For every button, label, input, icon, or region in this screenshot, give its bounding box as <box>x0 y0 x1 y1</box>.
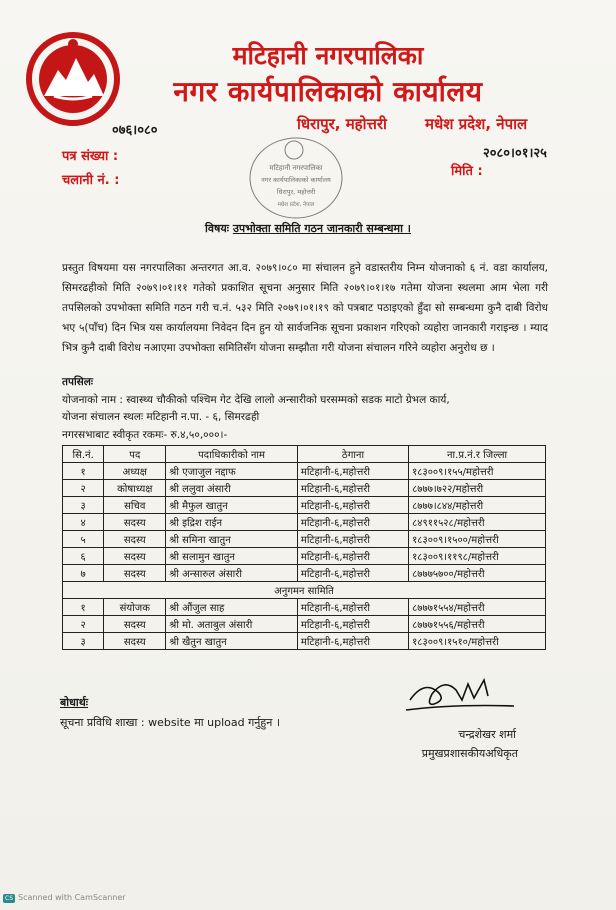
signer-name: चन्द्रशेखर शर्मा <box>458 728 516 741</box>
table-row <box>63 616 546 633</box>
cell-address: मटिहानी-६,महोत्तरी <box>297 531 408 548</box>
project-name: योजनाको नाम : स्वास्थ्य चौकीको पश्चिम गेट देखि लालो अन्सारीको घरसम्मको सडक माटो ग्रेभल कार्य, <box>62 394 450 406</box>
approved-amount: नगरसभाबाट स्वीकृत रकमः- रु.४,५०,०००।- <box>62 429 228 441</box>
col-name: पदाधिकारीको नाम <box>166 446 298 463</box>
cell-name: श्री अन्सारुल अंसारी <box>166 565 298 582</box>
bodhartha-label: बोधार्थः <box>60 696 88 709</box>
letter-date: २०८०।०१।२५ <box>483 146 547 161</box>
cell-name: श्री सलामुन खातुन <box>166 548 298 565</box>
monitoring-title-row <box>63 582 546 599</box>
table-row <box>63 548 546 565</box>
cell-sn: १ <box>63 463 104 480</box>
cell-post: सदस्य <box>104 531 166 548</box>
cell-post: सदस्य <box>104 565 166 582</box>
camscanner-text: Scanned with CamScanner <box>18 893 126 902</box>
cell-name: श्री इद्रिश राईन <box>166 514 298 531</box>
cell-citizenship: १८३००९।११९८/महोत्तरी <box>409 548 546 565</box>
cell-address: मटिहानी-६,महोत्तरी <box>297 616 408 633</box>
signature <box>404 670 520 716</box>
col-citizenship: ना.प्र.नं.र जिल्ला <box>409 446 546 463</box>
cell-sn: २ <box>63 616 104 633</box>
cell-citizenship: ८७७७५७००/महोत्तरी <box>409 565 546 582</box>
cell-citizenship: ८७७७१५५६/महोत्तरी <box>409 616 546 633</box>
cell-address: मटिहानी-६,महोत्तरी <box>297 497 408 514</box>
cell-sn: ७ <box>63 565 104 582</box>
cell-name: श्री ललुवा अंसारी <box>166 480 298 497</box>
cell-address: मटिहानी-६,महोत्तरी <box>297 548 408 565</box>
cell-citizenship: १८३००९।१५५/महोत्तरी <box>409 463 546 480</box>
table-row <box>63 531 546 548</box>
body-paragraph: प्रस्तुत विषयमा यस नगरपालिका अन्तरगत आ.व. २०७९।०८० मा संचालन हुने वडास्तरीय निम्न योजनाको ६ नं. वडा कार्यालय, सिमरढहीको मिति २०७९।०१।११ गतेको प्रकाशित सूचना अनुसार मिति २०७९।०१।१७ गतेमा योजना स्थलमा आम भेला गरी तपसिलको उपभोक्ता समिति गठन गरी च.नं. ५३२ मिति २०७९।०१।१९ को पत्रबाट पठाइएको हुँदा सो सम्बन्धमा कुनै दाबी विरोध भए ५(पाँच) दिन भित्र यस कार्यालयमा निवेदन दिन हुन यो सार्वजनिक सूचना प्रकाशन गरिएको व्यहोरा जानकारी गराइन्छ । म्याद भित्र कुनै दाबी विरोध नआएमा उपभोक्ता समितिसँग योजना सम्झौता गरी योजना संचालन गरिने व्यहोरा अनुरोध छ । <box>62 262 548 354</box>
cell-address: मटिहानी-६,महोत्तरी <box>297 480 408 497</box>
cell-sn: ५ <box>63 531 104 548</box>
stamp-line-2: नगर कार्यपालिकाको कार्यालय <box>261 176 331 184</box>
subject-line <box>0 221 616 236</box>
cell-name: श्री मो. अताबुल अंसारी <box>166 616 298 633</box>
cell-citizenship: ८७७७।७२२/महोत्तरी <box>409 480 546 497</box>
cell-sn: २ <box>63 480 104 497</box>
cell-name: श्री समिना खातुन <box>166 531 298 548</box>
stamp-line-3: धिरापुर, महोत्तरी <box>276 188 316 196</box>
date-label: मिति : <box>451 164 483 179</box>
cell-citizenship: १८३००९।१५००/महोत्तरी <box>409 531 546 548</box>
province: मधेश प्रदेश, नेपाल <box>425 115 528 133</box>
office-name: नगर कार्यपालिकाको कार्यालय <box>173 75 483 108</box>
col-post: पद <box>104 446 166 463</box>
signer-title: प्रमुखप्रशासकीयअधिकृत <box>421 747 518 760</box>
stamp-line-4: मधेश प्रदेश, नेपाल <box>277 202 315 208</box>
cell-citizenship: ८४९११५२८/महोत्तरी <box>409 514 546 531</box>
project-location: योजना संचालन स्थलः मटिहानी न.पा. - ६, सिमरढही <box>62 411 260 423</box>
cell-name: श्री एजाजुल नद्दाफ <box>166 463 298 480</box>
letter-number-label: पत्र संख्या : <box>62 149 119 164</box>
table-row <box>63 633 546 650</box>
subject-prefix: विषयः <box>205 222 229 235</box>
cell-post: सदस्य <box>104 633 166 650</box>
cell-post: सदस्य <box>104 514 166 531</box>
col-address: ठेगाना <box>297 446 408 463</box>
cell-name: श्री खैतुन खातुन <box>166 633 298 650</box>
stamp-line-1: मटिहानी नगरपालिका <box>269 164 323 172</box>
camscanner-logo-icon: CS <box>5 895 13 902</box>
cell-post: सदस्य <box>104 616 166 633</box>
table-row <box>63 514 546 531</box>
cell-sn: ६ <box>63 548 104 565</box>
cell-address: मटिहानी-६,महोत्तरी <box>297 514 408 531</box>
cell-address: मटिहानी-६,महोत्तरी <box>297 599 408 616</box>
cell-post: कोषाध्यक्ष <box>104 480 166 497</box>
cell-address: मटिहानी-६,महोत्तरी <box>297 565 408 582</box>
cell-citizenship: ८७७७।८४४/महोत्तरी <box>409 497 546 514</box>
table-row <box>63 565 546 582</box>
cell-address: मटिहानी-६,महोत्तरी <box>297 633 408 650</box>
municipality-name: मटिहानी नगरपालिका <box>232 41 424 70</box>
monitoring-rows <box>63 599 546 650</box>
cell-post: अध्यक्ष <box>104 463 166 480</box>
table-row <box>63 497 546 514</box>
cell-post: सदस्य <box>104 548 166 565</box>
cell-citizenship: १८३००९।१५१०/महोत्तरी <box>409 633 546 650</box>
tapasil-heading: तपसिलः <box>62 376 94 388</box>
dispatch-number-label: चलानी नं. : <box>62 173 120 188</box>
cell-sn: ४ <box>63 514 104 531</box>
cell-sn: ३ <box>63 497 104 514</box>
table-row <box>63 463 546 480</box>
cell-post: सचिव <box>104 497 166 514</box>
office-address: धिरापुर, महोत्तरी <box>297 115 387 133</box>
cell-name: श्री मैफुल खातुन <box>166 497 298 514</box>
committee-table <box>62 445 546 650</box>
committee-rows <box>63 463 546 582</box>
cell-sn: ३ <box>63 633 104 650</box>
cell-name: श्री औंजुल साह <box>166 599 298 616</box>
cell-post: संयोजक <box>104 599 166 616</box>
cell-citizenship: ८७७७१५५४/महोत्तरी <box>409 599 546 616</box>
camscanner-watermark <box>3 893 126 903</box>
table-row <box>63 480 546 497</box>
office-stamp <box>248 136 344 220</box>
table-row <box>63 599 546 616</box>
subject-text: उपभोक्ता समिति गठन जानकारी सम्बन्धमा । <box>232 222 411 235</box>
fiscal-year: ०७६।०८० <box>112 123 158 138</box>
col-sn: सि.नं. <box>63 446 104 463</box>
monitoring-title: अनुगमन सामिति <box>63 582 546 599</box>
cell-sn: १ <box>63 599 104 616</box>
cell-address: मटिहानी-६,महोत्तरी <box>297 463 408 480</box>
table-header-row <box>63 446 546 463</box>
upload-instruction: सूचना प्रविधि शाखा : website मा upload गर्नुहुन । <box>60 716 280 729</box>
